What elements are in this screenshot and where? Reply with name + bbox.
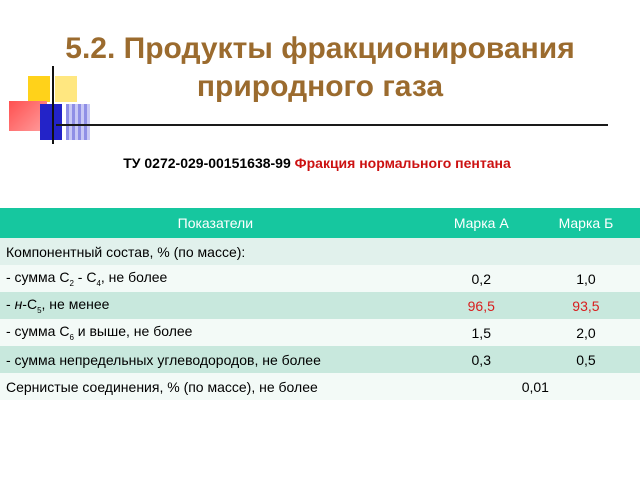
spec-subtitle xyxy=(0,155,634,171)
cell-grade-b: 1,0 xyxy=(532,265,640,292)
table-header-row xyxy=(0,208,640,238)
header-grade-a: Марка А xyxy=(431,208,532,238)
header-indicator: Показатели xyxy=(0,208,431,238)
cell-grade-b xyxy=(532,238,640,265)
table-row xyxy=(0,346,640,373)
cell-merged-value: 0,01 xyxy=(431,373,640,400)
cell-grade-a xyxy=(431,238,532,265)
cell-grade-b: 0,5 xyxy=(532,346,640,373)
horizontal-rule xyxy=(56,124,608,126)
light-blue-square xyxy=(66,104,90,140)
table-row xyxy=(0,292,640,319)
slide-title-line1: 5.2. Продукты фракционирования xyxy=(65,32,575,65)
row-label: - сумма непредельных углеводородов, не более xyxy=(0,346,431,373)
row-label: Сернистые соединения, % (по массе), не более xyxy=(0,373,431,400)
spec-table xyxy=(0,208,640,400)
slide-title-line2: природного газа xyxy=(196,70,444,103)
cell-grade-b: 93,5 xyxy=(532,292,640,319)
row-label: - сумма $С_6$ и выше, не более xyxy=(0,319,431,346)
slide-title xyxy=(0,30,640,106)
yellow-square xyxy=(28,76,50,102)
spec-name: Фракция нормального пентана xyxy=(294,155,511,171)
spec-code: ТУ 0272-029-00151638-99 xyxy=(123,155,291,171)
row-label: Компонентный состав, % (по массе): xyxy=(0,238,431,265)
table-row xyxy=(0,319,640,346)
row-label: - сумма $С_2 - С_4$, не более xyxy=(0,265,431,292)
cell-grade-a: 1,5 xyxy=(431,319,532,346)
cell-grade-a: 96,5 xyxy=(431,292,532,319)
table-row xyxy=(0,238,640,265)
blue-square xyxy=(40,104,62,140)
cell-grade-a: 0,3 xyxy=(431,346,532,373)
cell-grade-b: 2,0 xyxy=(532,319,640,346)
cell-grade-a: 0,2 xyxy=(431,265,532,292)
row-label: - $н-С_5$, не менее xyxy=(0,292,431,319)
table-row xyxy=(0,373,640,400)
light-yellow-square xyxy=(55,76,77,102)
vertical-line xyxy=(52,66,54,144)
table-row xyxy=(0,265,640,292)
header-grade-b: Марка Б xyxy=(532,208,640,238)
